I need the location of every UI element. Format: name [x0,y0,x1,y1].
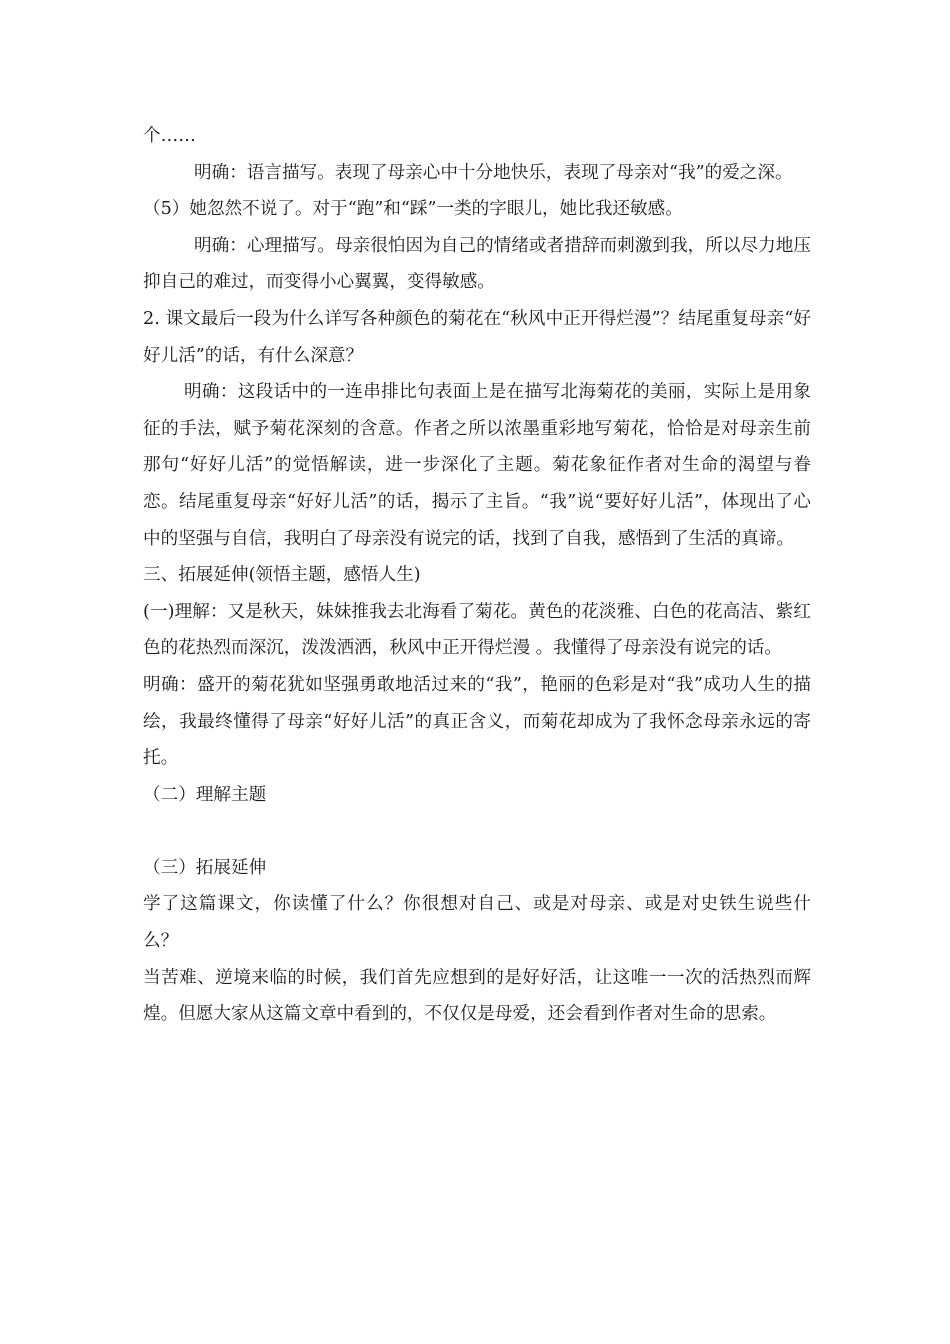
paragraph-answer-language: 明确：语言描写。表现了母亲心中十分地快乐，表现了母亲对“我”的爱之深。 [194,162,793,183]
paragraph-answer-psychology: 明确：心理描写。母亲很怕因为自己的情绪或者措辞而刺激到我，所以尽力地压抑自己的难过，而变得小心翼翼，变得敏感。 [143,235,811,293]
blank-line [143,813,811,850]
subheading-theme: （二）理解主题 [143,784,267,805]
document-body [143,118,811,1033]
paragraph-reflection-question: 学了这篇课文，你读懂了什么？你很想对自己、或是对母亲、或是对史铁生说些什么？ [143,894,811,952]
paragraph-understanding-1: (一)理解：又是秋天，妹妹推我去北海看了菊花。黄色的花淡雅、白色的花高洁、紫红色的花热烈而深沉，泼泼洒洒，秋风中正开得烂漫 。我懂得了母亲没有说完的话。 [143,601,811,659]
paragraph-answer-chrysanthemum: 明确：这段话中的一连串排比句表面上是在描写北海菊花的美丽，实际上是用象征的手法，赋予菊花深刻的含意。作者之所以浓墨重彩地写菊花，恰恰是对母亲生前那句“好好儿活”的觉悟解读，进一步深化了主题。菊花象征作者对生命的渴望与眷恋。结尾重复母亲“好好儿活”的话，揭示了主旨。“我”说“要好好儿活”，体现出了心中的坚强与自信，我明白了母亲没有说完的话，找到了自我，感悟到了生活的真谛。 [143,382,811,549]
section-heading-extension: 三、拓展延伸(领悟主题，感悟人生) [143,565,421,586]
paragraph-conclusion: 当苦难、逆境来临的时候，我们首先应想到的是好好活，让这唯一一次的活热烈而辉煌。但愿大家从这篇文章中看到的，不仅仅是母爱，还会看到作者对生命的思索。 [143,967,811,1025]
paragraph-item-5: （5）她忽然不说了。对于“跑”和“踩”一类的字眼儿，她比我还敏感。 [143,199,683,220]
paragraph-question-2: 2. 课文最后一段为什么详写各种颜色的菊花在“秋风中正开得烂漫”？结尾重复母亲“好好儿活”的话，有什么深意？ [143,308,811,366]
paragraph-answer-understanding: 明确：盛开的菊花犹如坚强勇敢地活过来的“我”，艳丽的色彩是对“我”成功人生的描绘，我最终懂得了母亲“好好儿活”的真正含义，而菊花却成为了我怀念母亲永远的寄托。 [143,674,811,769]
paragraph-continuation: 个…… [143,126,196,146]
subheading-extension: （三）拓展延伸 [143,857,267,878]
